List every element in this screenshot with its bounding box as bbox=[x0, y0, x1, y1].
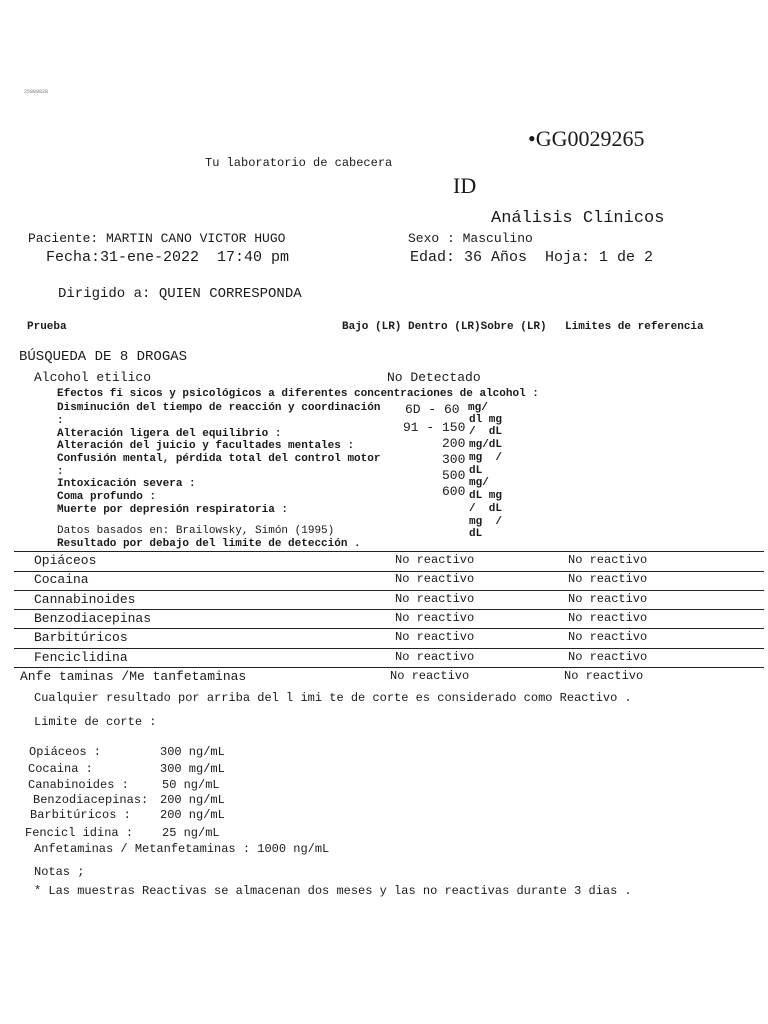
directed-to: Dirigido a: QUIEN CORRESPONDA bbox=[58, 286, 302, 302]
drug-name: Fenciclidina bbox=[34, 650, 128, 665]
section-title: BÚSQUEDA DE 8 DROGAS bbox=[19, 349, 188, 365]
drug-name: Anfe taminas /Me tanfetaminas bbox=[20, 669, 247, 684]
alcohol-result: No Detectado bbox=[387, 370, 481, 385]
alcohol-note: Resultado por debajo del limite de detección . bbox=[57, 538, 361, 550]
drug-result: No reactivo bbox=[395, 650, 475, 664]
drug-result: No reactivo bbox=[395, 611, 475, 625]
concentration-unit: mg / bbox=[469, 516, 503, 528]
cutoff-statement: Cualquier resultado por arriba del l imi te de corte es considerado como Reactivo . bbox=[34, 691, 632, 705]
row-divider bbox=[14, 609, 764, 610]
notes-text: * Las muestras Reactivas se almacenan dos meses y las no reactivas durante 3 dias . bbox=[34, 884, 632, 898]
notes-title: Notas ; bbox=[34, 865, 85, 879]
drug-name: Barbitúricos bbox=[34, 630, 128, 645]
lab-title: Análisis Clínicos bbox=[491, 209, 665, 228]
patient-sex: Sexo : Masculino bbox=[408, 231, 533, 246]
drug-result: No reactivo bbox=[390, 669, 470, 683]
concentration-value: 300 bbox=[442, 452, 466, 467]
effect-line: Alteración del juicio y facultades mentales : bbox=[57, 440, 355, 452]
effect-line: : bbox=[57, 466, 64, 478]
cutoff-label: Cocaina : bbox=[28, 762, 93, 776]
drug-name: Cocaina bbox=[34, 572, 89, 587]
column-test: Prueba bbox=[27, 321, 67, 333]
row-divider bbox=[14, 571, 764, 572]
concentration-unit: dL mg bbox=[469, 490, 503, 502]
cutoff-value: 300 ng/mL bbox=[160, 745, 225, 759]
row-divider bbox=[14, 628, 764, 629]
effect-line: Intoxicación severa : bbox=[57, 478, 196, 490]
row-divider bbox=[14, 590, 764, 591]
column-reference: Limites de referencia bbox=[565, 321, 704, 333]
cutoff-title: Limite de corte : bbox=[34, 715, 157, 729]
document-code: 25889828 bbox=[24, 89, 49, 95]
drug-reference: No reactivo bbox=[568, 592, 648, 606]
report-date: Fecha:31-ene-2022 17:40 pm bbox=[46, 249, 290, 266]
drug-result: No reactivo bbox=[395, 592, 475, 606]
effect-line: Disminución del tiempo de reacción y coordinación bbox=[57, 402, 381, 414]
cutoff-value: 200 ng/mL bbox=[160, 808, 225, 822]
effect-line: Confusión mental, pérdida total del control motor bbox=[57, 453, 381, 465]
row-divider bbox=[14, 667, 764, 668]
effect-line: : bbox=[57, 415, 64, 427]
row-divider bbox=[14, 648, 764, 649]
effect-line: Coma profundo : bbox=[57, 491, 157, 503]
sample-id: •GG0029265 bbox=[528, 126, 645, 151]
cutoff-value: 50 ng/mL bbox=[162, 778, 220, 792]
concentration-unit: mg/ bbox=[468, 402, 488, 414]
cutoff-value: 300 mg/mL bbox=[160, 762, 225, 776]
drug-name: Cannabinoides bbox=[34, 592, 136, 607]
concentration-value: 6D - 60 bbox=[405, 402, 460, 417]
concentration-unit: dL bbox=[469, 465, 483, 477]
effect-line: Alteración ligera del equilibrio : bbox=[57, 428, 282, 440]
alcohol-effects-intro: Efectos fi sicos y psicológicos a diferentes concentraciones de alcohol : bbox=[57, 388, 539, 400]
cutoff-label: Benzodiacepinas: bbox=[33, 793, 149, 807]
drug-result: No reactivo bbox=[395, 572, 475, 586]
concentration-unit: / dL bbox=[469, 503, 503, 515]
column-ranges: Bajo (LR) Dentro (LR)Sobre (LR) bbox=[342, 321, 547, 333]
patient-age-page: Edad: 36 Años Hoja: 1 de 2 bbox=[410, 249, 654, 266]
concentration-unit: mg / bbox=[469, 452, 503, 464]
alcohol-source: Datos basados en: Brailowsky, Simón (1995) bbox=[57, 525, 335, 537]
effect-line: Muerte por depresión respiratoria : bbox=[57, 504, 289, 516]
drug-reference: No reactivo bbox=[568, 572, 648, 586]
concentration-value: 600 bbox=[442, 484, 466, 499]
drug-reference: No reactivo bbox=[568, 553, 648, 567]
concentration-unit: dl mg bbox=[469, 414, 503, 426]
patient-name: Paciente: MARTIN CANO VICTOR HUGO bbox=[28, 231, 286, 246]
drug-result: No reactivo bbox=[395, 553, 475, 567]
concentration-unit: dL bbox=[469, 528, 483, 540]
row-divider bbox=[14, 551, 764, 552]
cutoff-label: Fencicl idina : bbox=[25, 826, 134, 840]
lab-tagline: Tu laboratorio de cabecera bbox=[205, 156, 393, 170]
drug-reference: No reactivo bbox=[568, 630, 648, 644]
cutoff-label: Canabinoides : bbox=[28, 778, 129, 792]
drug-reference: No reactivo bbox=[568, 611, 648, 625]
lab-logo: ID bbox=[453, 173, 477, 198]
drug-name: Benzodiacepinas bbox=[34, 611, 152, 626]
concentration-unit: / dL bbox=[469, 426, 503, 438]
concentration-value: 200 bbox=[442, 436, 466, 451]
cutoff-label: Barbitúricos : bbox=[30, 808, 131, 822]
concentration-value: 500 bbox=[442, 468, 466, 483]
alcohol-label: Alcohol etilico bbox=[34, 370, 152, 385]
drug-reference: No reactivo bbox=[564, 669, 644, 683]
concentration-unit: mg/ bbox=[469, 477, 489, 489]
concentration-unit: mg/dL bbox=[469, 439, 503, 451]
cutoff-value: 25 ng/mL bbox=[162, 826, 220, 840]
drug-result: No reactivo bbox=[395, 630, 475, 644]
cutoff-label: Opiáceos : bbox=[29, 745, 102, 759]
drug-reference: No reactivo bbox=[568, 650, 648, 664]
cutoff-value: 200 ng/mL bbox=[160, 793, 225, 807]
concentration-value: 91 - 150 bbox=[403, 420, 466, 435]
drug-name: Opiáceos bbox=[34, 553, 97, 568]
amphetamine-cutoff: Anfetaminas / Metanfetaminas : 1000 ng/mL bbox=[34, 842, 330, 856]
